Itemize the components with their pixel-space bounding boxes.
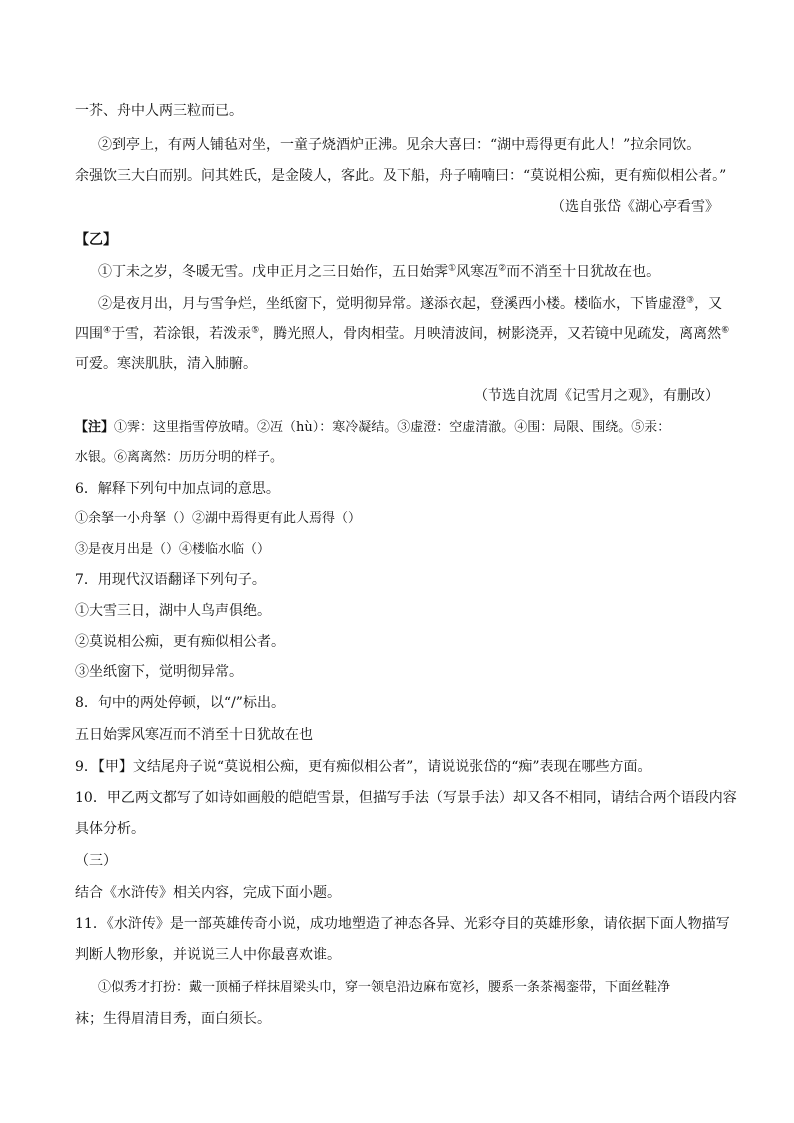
footnote-marker: ④ [103, 325, 112, 336]
footnote-marker: ③ [686, 295, 695, 306]
jia-p2-line1: ②到亭上，有两人铺毡对坐，一童子烧酒炉正沸。见余大喜曰：“湖中焉得更有此人！”拉余同饮。 [98, 137, 701, 153]
yi-header: 【乙】 [75, 232, 117, 248]
footnote-marker: ② [498, 263, 507, 274]
question-7-a: ①大雪三日，湖中人鸟声俱绝。 [75, 603, 271, 619]
question-6-a: ①余拏一小舟拏（）②湖中焉得更有此人焉得（） [75, 511, 362, 526]
question-6-b: ③是夜月出是（）④楼临水临（） [75, 542, 271, 557]
question-10-line1: 10．甲乙两文都写了如诗如画般的皑皑雪景，但描写手法（写景手法）却又各不相同，请结合两个语段内容 [75, 790, 737, 806]
question-7: 7．用现代汉语翻译下列句子。 [75, 572, 266, 588]
question-9: 9．【甲】文结尾舟子说“莫说相公痴，更有痴似相公者”，请说说张岱的“痴”表现在哪些方面。 [75, 759, 652, 775]
note-line2: 水银。⑥离离然：历历分明的样子。 [75, 450, 284, 465]
question-8: 8．句中的两处停顿，以“/”标出。 [75, 695, 285, 711]
yi-p2-line2: 四围④于雪，若涂银，若泼汞⑤，腾光照人，骨肉相莹。月映清波间，树影浇弄，又若镜中见疏发，离离然⑥ [75, 325, 730, 342]
yi-p2-line1: ②是夜月出，月与雪争烂，坐纸窗下，觉明彻异常。遂添衣起，登溪西小楼。楼临水，下皆虚澄③，又 [98, 295, 723, 312]
character-desc-1-line1: ①似秀才打扮：戴一顶桶子样抹眉梁头巾，穿一领皂沿边麻布宽衫，腰系一条茶褐銮带，下面丝鞋净 [98, 980, 671, 995]
jia-p2-line2: 余强饮三大白而别。问其姓氏，是金陵人，客此。及下船，舟子喃喃曰：“莫说相公痴，更有痴似相公者。” [75, 168, 727, 184]
question-11-line2: 判断人物形象，并说说三人中你最喜欢谁。 [75, 947, 341, 963]
yi-p2-line3: 可爱。寒浃肌肤，清入肺腑。 [75, 356, 257, 372]
yi-source: （节选自沈周《记雪月之观》，有删改） [474, 388, 719, 404]
question-11-line1: 11．《水浒传》是一部英雄传奇小说，成功地塑造了神态各异、光彩夺目的英雄形象，请依据下面人物描写 [75, 916, 730, 932]
jia-source: （选自张岱《湖心亭看雪》 [551, 199, 719, 215]
question-6: 6．解释下列句中加点词的意思。 [75, 481, 280, 497]
yi-p1: ①丁未之岁，冬暖无雪。戊申正月之三日始作，五日始霁①风寒冱②而不消至十日犹故在也。 [98, 263, 661, 280]
character-desc-1-line2: 袜；生得眉清目秀，面白须长。 [75, 1011, 271, 1027]
question-10-line2: 具体分析。 [75, 821, 145, 837]
note-label: 【注】 [75, 420, 115, 435]
footnote-marker: ⑤ [251, 325, 260, 336]
note-line1: 【注】①霁：这里指雪停放晴。②冱（hù）：寒冷凝结。③虚澄：空虚清澈。④围：局限、围绕。⑤汞： [75, 420, 671, 435]
footnote-marker: ⑥ [721, 325, 730, 336]
question-8-text: 五日始霁风寒冱而不消至十日犹故在也 [75, 727, 313, 743]
section-3-intro: 结合《水浒传》相关内容，完成下面小题。 [75, 885, 341, 901]
question-7-c: ③坐纸窗下，觉明彻异常。 [75, 664, 243, 680]
question-7-b: ②莫说相公痴，更有痴似相公者。 [75, 634, 285, 650]
jia-tail-line1: 一芥、舟中人两三粒而已。 [75, 103, 243, 119]
section-3-header: （三） [75, 853, 117, 869]
footnote-marker: ① [448, 263, 457, 274]
